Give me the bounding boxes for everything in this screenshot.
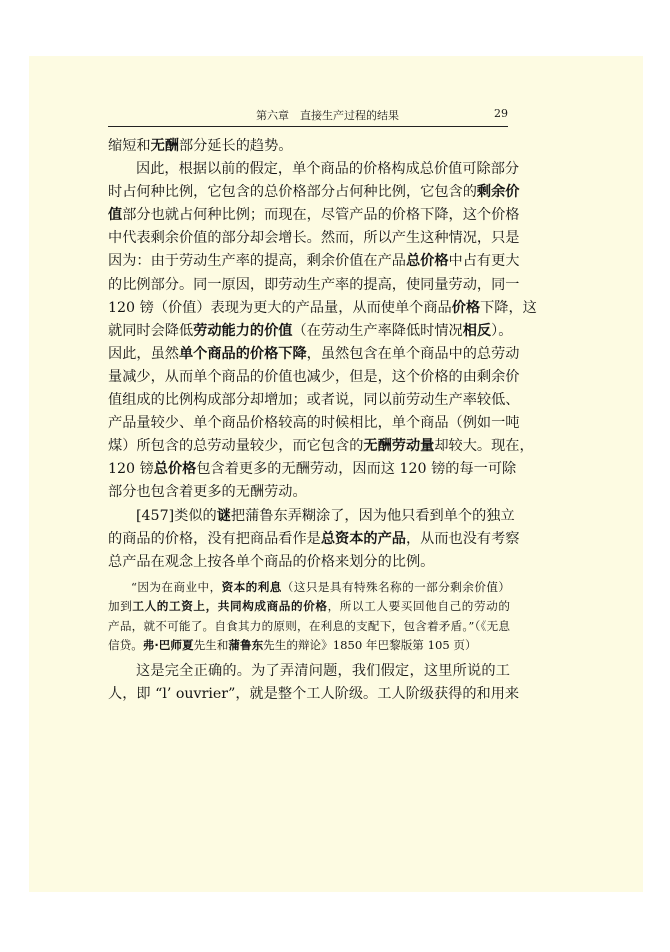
bold-text: 单个商品的价格下降 — [178, 345, 307, 362]
quote-line — [108, 578, 510, 597]
bold-text: 总资本的产品 — [320, 530, 406, 547]
text-run: 的比例部分。同一原因，即劳动生产率的提高，使同量劳动，同一 — [108, 276, 520, 293]
text-run: 的商品的价格，没有把商品看作是 — [108, 530, 321, 547]
text-run: （在劳动生产率降低时情况 — [292, 322, 463, 339]
text-run: [457]类似的 — [136, 507, 217, 524]
text-line — [108, 297, 537, 320]
text-line — [108, 274, 520, 297]
bold-text: 无酬劳动量 — [363, 438, 435, 455]
text-run: 就同时会降低 — [108, 322, 194, 339]
text-run: 把蒲鲁东弄糊涂了，因为他只看到单个的独立 — [230, 507, 515, 524]
bold-text: 劳动能力的价值 — [193, 322, 293, 339]
text-line — [108, 204, 520, 227]
text-run: 总产品在观念上按各单个商品的价格来划分的比例。 — [108, 553, 435, 570]
text-run: 因为：由于劳动生产率的提高，剩余价值在产品 — [108, 253, 406, 270]
bold-text: 谜 — [216, 507, 231, 524]
text-run: 煤）所包含的总劳动量较少，而它包含的 — [108, 438, 364, 455]
bold-text: 蒲鲁东 — [228, 637, 264, 652]
text-run: ）。 — [491, 322, 513, 339]
bold-text: 弗·巴师夏 — [142, 637, 194, 652]
text-line — [108, 551, 510, 574]
text-run: 量减少，从而单个商品的价值也减少，但是，这个价格的由剩余价 — [108, 368, 520, 385]
running-header — [108, 107, 508, 125]
text-line — [108, 320, 513, 343]
closing-paragraph — [108, 660, 520, 706]
text-run: 时占何种比例，它包含的总价格部分占何种比例，它包含的 — [108, 184, 477, 201]
text-line — [108, 250, 520, 273]
bold-text: 值 — [108, 207, 123, 224]
text-run: 部分也包含着更多的无酬劳动。 — [108, 484, 307, 501]
text-line — [108, 458, 517, 481]
text-run: ，所以工人要买回他自己的劳动的 — [327, 599, 510, 614]
text-run: 值组成的比例构成部分却增加；或者说，同以前劳动生产率较低、 — [108, 392, 520, 409]
text-run: ，虽然包含在单个商品中的总劳动 — [306, 345, 520, 362]
text-line — [108, 683, 520, 706]
text-line — [108, 135, 510, 158]
text-run: 下降，这 — [480, 299, 537, 316]
text-run: 包含着更多的无酬劳动，因而这 120 镑的每一可除 — [196, 461, 517, 478]
bold-text: 资本的利息 — [221, 579, 282, 594]
text-run: 信贷。 — [108, 637, 143, 652]
text-run: “因为在商业中， — [131, 579, 222, 594]
text-line — [108, 227, 520, 250]
text-run: 产品，就不可能了。自食其力的原则，在利息的支配下，包含着矛盾。”（《无息 — [108, 618, 510, 633]
text-run: 先生的辩论》1850 年巴黎版第 105 页） — [263, 637, 477, 652]
text-run: 中占有更大 — [448, 253, 520, 270]
text-line — [108, 181, 520, 204]
bold-text: 相反 — [462, 322, 492, 339]
text-line — [108, 505, 515, 528]
text-run: 120 镑（价值）表现为更大的产品量，从而使单个商品 — [108, 299, 452, 316]
text-run: 加到 — [108, 599, 133, 614]
text-run: 中代表剩余价值的部分却会增长。然而，所以产生这种情况，只是 — [108, 230, 520, 247]
paragraph — [108, 505, 520, 574]
bold-text: 总价格 — [153, 461, 197, 478]
text-run: （这只是具有特殊名称的一部分剩余价值） — [281, 579, 510, 594]
bold-text: 剩余价 — [476, 184, 520, 201]
text-line — [108, 412, 520, 435]
text-run: 人，即 “l’ ouvrier”，就是整个工人阶级。工人阶级获得的和用来 — [108, 686, 520, 703]
text-run: 因此，根据以前的假定，单个商品的价格构成总价值可除部分 — [136, 161, 520, 178]
text-run: 这是完全正确的。为了弄清问题，我们假定，这里所说的工 — [136, 663, 510, 680]
text-run: 先生和 — [193, 637, 229, 652]
text-line — [108, 343, 520, 366]
text-line — [108, 389, 520, 412]
paragraph — [108, 135, 510, 158]
text-line — [108, 660, 510, 683]
bold-text: 总价格 — [405, 253, 449, 270]
quote-line — [108, 617, 510, 636]
text-line — [108, 481, 510, 504]
text-run: ，从而也没有考察 — [405, 530, 520, 547]
text-run: 却较大。现在， — [434, 438, 534, 455]
text-run: 缩短和 — [108, 138, 151, 154]
text-run: 部分也就占何种比例；而现在，尽管产品的价格下降，这个价格 — [122, 207, 520, 224]
text-line — [108, 366, 520, 389]
quote-line — [108, 636, 510, 655]
block-quote — [108, 578, 510, 656]
paragraphs — [108, 135, 537, 574]
page-number: 29 — [494, 107, 508, 120]
text-line — [108, 158, 520, 181]
bold-text: 价格 — [451, 299, 481, 316]
quote-line — [108, 597, 510, 616]
text-run: 因此，虽然 — [108, 345, 179, 362]
body-text — [108, 135, 537, 707]
text-line — [108, 528, 520, 551]
bold-text: 无酬 — [150, 138, 179, 154]
bold-text: 工人的工资上，共同构成商品的价格 — [132, 599, 328, 614]
text-run: 120 镑 — [108, 461, 154, 478]
header-rule — [108, 126, 508, 127]
chapter-title: 第六章 直接生产过程的结果 — [256, 109, 399, 122]
text-run: 部分延长的趋势。 — [178, 138, 293, 154]
paragraph — [108, 158, 537, 504]
text-line — [108, 435, 534, 458]
text-run: 产品量较少、单个商品价格较高的时候相比，单个商品（例如一吨 — [108, 415, 520, 432]
